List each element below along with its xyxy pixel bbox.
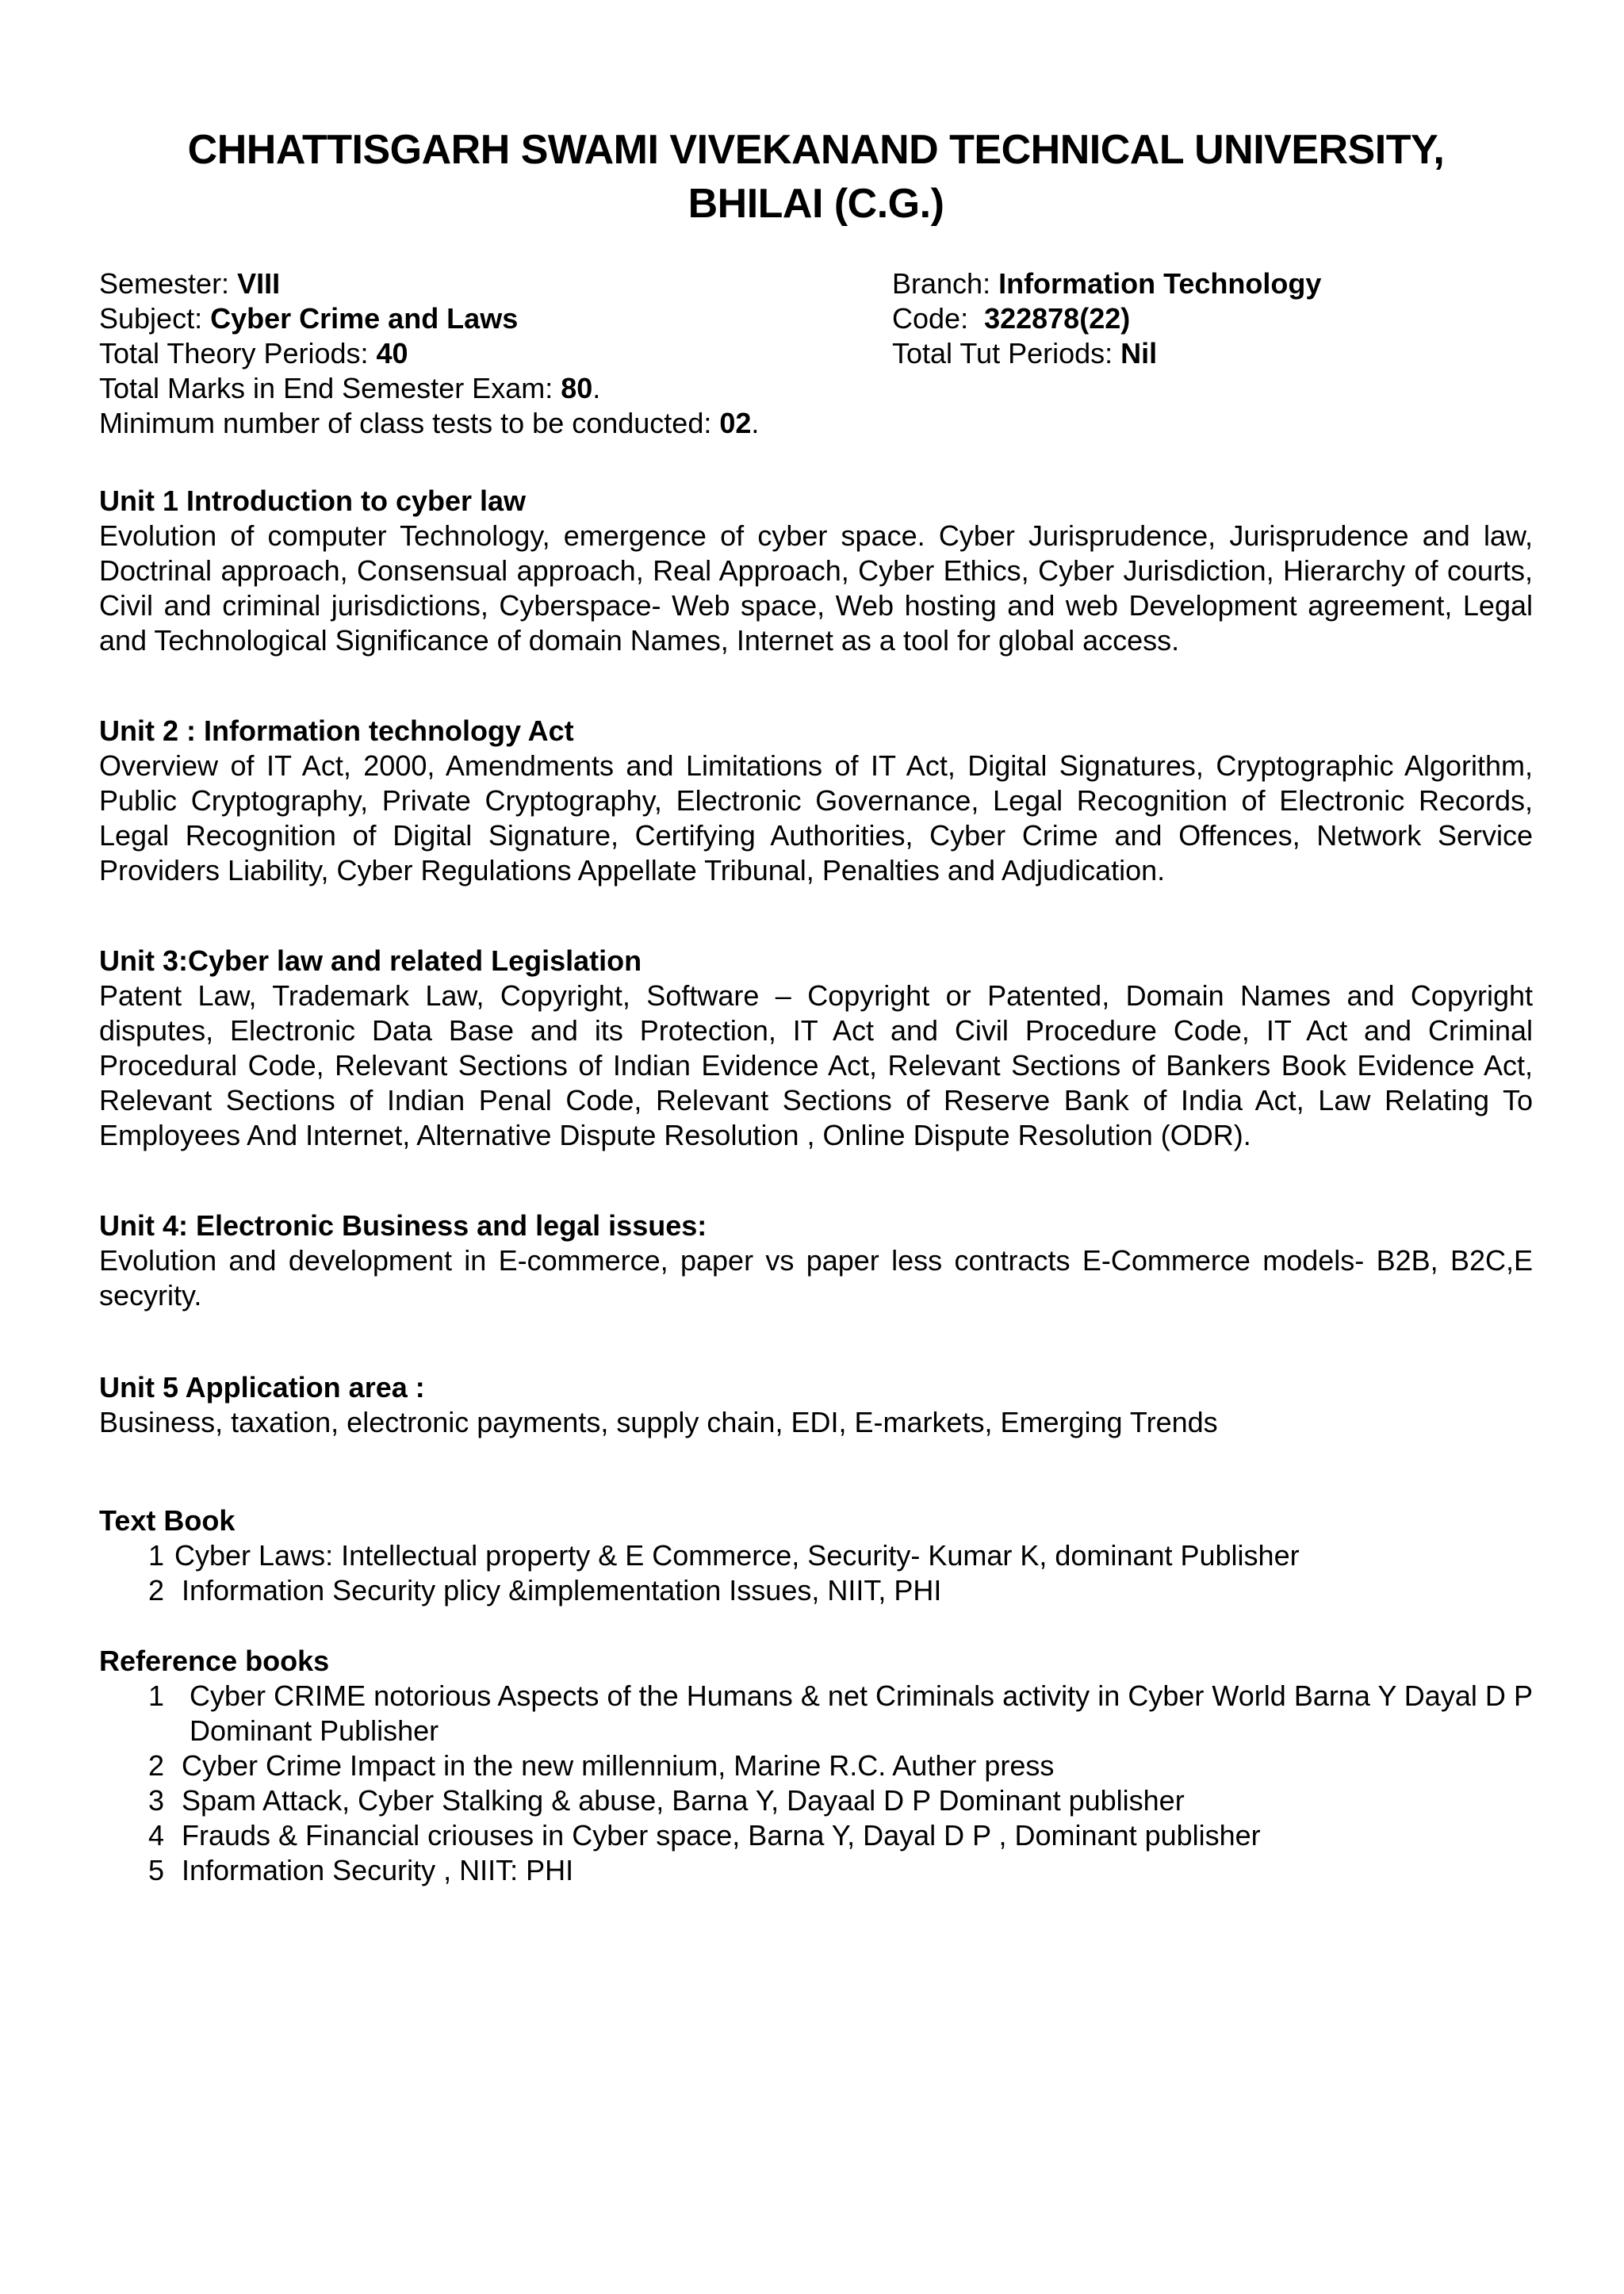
- list-item-text: Frauds & Financial criouses in Cyber space, Barna Y, Dayal D P , Dominant publisher: [182, 1819, 1261, 1852]
- semester-value: VIII: [237, 267, 281, 300]
- reference-books-heading: Reference books: [99, 1645, 330, 1677]
- course-meta: [99, 266, 1533, 447]
- semester-label: Semester:: [99, 267, 238, 300]
- course-meta-left: [99, 266, 759, 441]
- list-item-number: 3: [148, 1784, 165, 1817]
- list-item: [99, 1853, 1533, 1888]
- branch-value: Information Technology: [998, 267, 1322, 300]
- unit-section: [99, 484, 1533, 658]
- total-marks-row: [99, 371, 759, 406]
- text-book-list: [99, 1538, 1533, 1608]
- list-item-text: Information Security plicy &implementation Issues, NIIT, PHI: [182, 1574, 942, 1607]
- unit-heading: Unit 5 Application area :: [99, 1371, 425, 1404]
- course-meta-right: [892, 266, 1321, 371]
- list-item: [99, 1818, 1533, 1853]
- text-book-section: [99, 1503, 1533, 1608]
- unit-section: [99, 1208, 1533, 1313]
- code-value: 322878(22): [984, 302, 1131, 335]
- subject-row: [99, 301, 759, 336]
- list-item-number: 2: [148, 1749, 165, 1782]
- unit-body: Overview of IT Act, 2000, Amendments and Limitations of IT Act, Digital Signatures, Cryptographic Algorithm, Public Cryptography, Private Cryptography, Electronic Governance, Legal Recognition of Electronic Records, Legal Recognition of Digital Signature, Certifying Authorities, Cyber Crime and Offences, Network Service Providers Liability, Cyber Regulations Appellate Tribunal, Penalties and Adjudication.: [99, 749, 1533, 887]
- unit-heading: Unit 3:Cyber law and related Legislation: [99, 944, 642, 977]
- list-item-number: 5: [148, 1854, 165, 1886]
- list-item-text: Cyber Crime Impact in the new millennium, Marine R.C. Auther press: [182, 1749, 1055, 1782]
- list-item: [99, 1679, 1533, 1748]
- tut-periods-value: Nil: [1120, 337, 1158, 370]
- reference-books-section: [99, 1644, 1533, 1888]
- unit-heading: Unit 2 : Information technology Act: [99, 714, 574, 747]
- list-item-number: 1: [148, 1539, 165, 1572]
- unit-section: [99, 1370, 1533, 1440]
- list-item-text: Cyber CRIME notorious Aspects of the Humans & net Criminals activity in Cyber World Barna Y Dayal D P Dominant Publisher: [190, 1679, 1533, 1747]
- university-title-line2: BHILAI (C.G.): [688, 181, 944, 227]
- university-title: [99, 123, 1533, 231]
- subject-label: Subject:: [99, 302, 211, 335]
- list-item: [99, 1573, 1533, 1608]
- class-tests-suffix: .: [751, 407, 760, 439]
- code-row: [892, 301, 1321, 336]
- unit-section: [99, 944, 1533, 1153]
- unit-body: Evolution and development in E-commerce, paper vs paper less contracts E-Commerce models- B2B, B2C,E secyrity.: [99, 1244, 1533, 1312]
- list-item: [99, 1783, 1533, 1818]
- total-marks-label: Total Marks in End Semester Exam:: [99, 372, 561, 404]
- list-item: [99, 1748, 1533, 1783]
- list-item-number: 4: [148, 1819, 165, 1852]
- code-label: Code:: [892, 302, 985, 335]
- branch-label: Branch:: [892, 267, 999, 300]
- tut-periods-label: Total Tut Periods:: [892, 337, 1121, 370]
- unit-heading: Unit 1 Introduction to cyber law: [99, 484, 527, 517]
- unit-body: Patent Law, Trademark Law, Copyright, Software – Copyright or Patented, Domain Names and Copyright disputes, Electronic Data Base and its Protection, IT Act and Civil Procedure Code, IT Act and Criminal Procedural Code, Relevant Sections of Indian Evidence Act, Relevant Sections of Bankers Book Evidence Act, Relevant Sections of Indian Penal Code, Relevant Sections of Reserve Bank of India Act, Law Relating To Employees And Internet, Alternative Dispute Resolution , Online Dispute Resolution (ODR).: [99, 979, 1533, 1151]
- university-title-line1: CHHATTISGARH SWAMI VIVEKANAND TECHNICAL UNIVERSITY,: [187, 127, 1445, 173]
- class-tests-value: 02: [719, 407, 752, 439]
- semester-row: [99, 266, 759, 301]
- list-item: [99, 1538, 1533, 1573]
- theory-periods-label: Total Theory Periods:: [99, 337, 377, 370]
- text-book-heading: Text Book: [99, 1504, 236, 1537]
- theory-periods-row: [99, 336, 759, 371]
- subject-value: Cyber Crime and Laws: [210, 302, 519, 335]
- unit-section: [99, 714, 1533, 888]
- list-item-number: 2: [148, 1574, 165, 1607]
- branch-row: [892, 266, 1321, 301]
- syllabus-page: [99, 123, 1533, 1888]
- list-item-text: Cyber Laws: Intellectual property & E Commerce, Security- Kumar K, dominant Publisher: [174, 1539, 1300, 1572]
- total-marks-value: 80: [561, 372, 593, 404]
- unit-body: Evolution of computer Technology, emergence of cyber space. Cyber Jurisprudence, Jurisprudence and law, Doctrinal approach, Consensual approach, Real Approach, Cyber Ethics, Cyber Jurisdiction, Hierarchy of courts, Civil and criminal jurisdictions, Cyberspace- Web space, Web hosting and web Development agreement, Legal and Technological Significance of domain Names, Internet as a tool for global access.: [99, 519, 1533, 657]
- total-marks-suffix: .: [592, 372, 601, 404]
- theory-periods-value: 40: [376, 337, 408, 370]
- list-item-number: 1: [148, 1679, 165, 1712]
- unit-heading: Unit 4: Electronic Business and legal issues:: [99, 1209, 707, 1242]
- list-item-text: Spam Attack, Cyber Stalking & abuse, Barna Y, Dayaal D P Dominant publisher: [182, 1784, 1185, 1817]
- list-item-text: Information Security , NIIT: PHI: [182, 1854, 574, 1886]
- class-tests-label: Minimum number of class tests to be conducted:: [99, 407, 720, 439]
- unit-body: Business, taxation, electronic payments, supply chain, EDI, E-markets, Emerging Trends: [99, 1406, 1218, 1438]
- class-tests-row: [99, 406, 759, 441]
- reference-books-list: [99, 1679, 1533, 1888]
- tut-periods-row: [892, 336, 1321, 371]
